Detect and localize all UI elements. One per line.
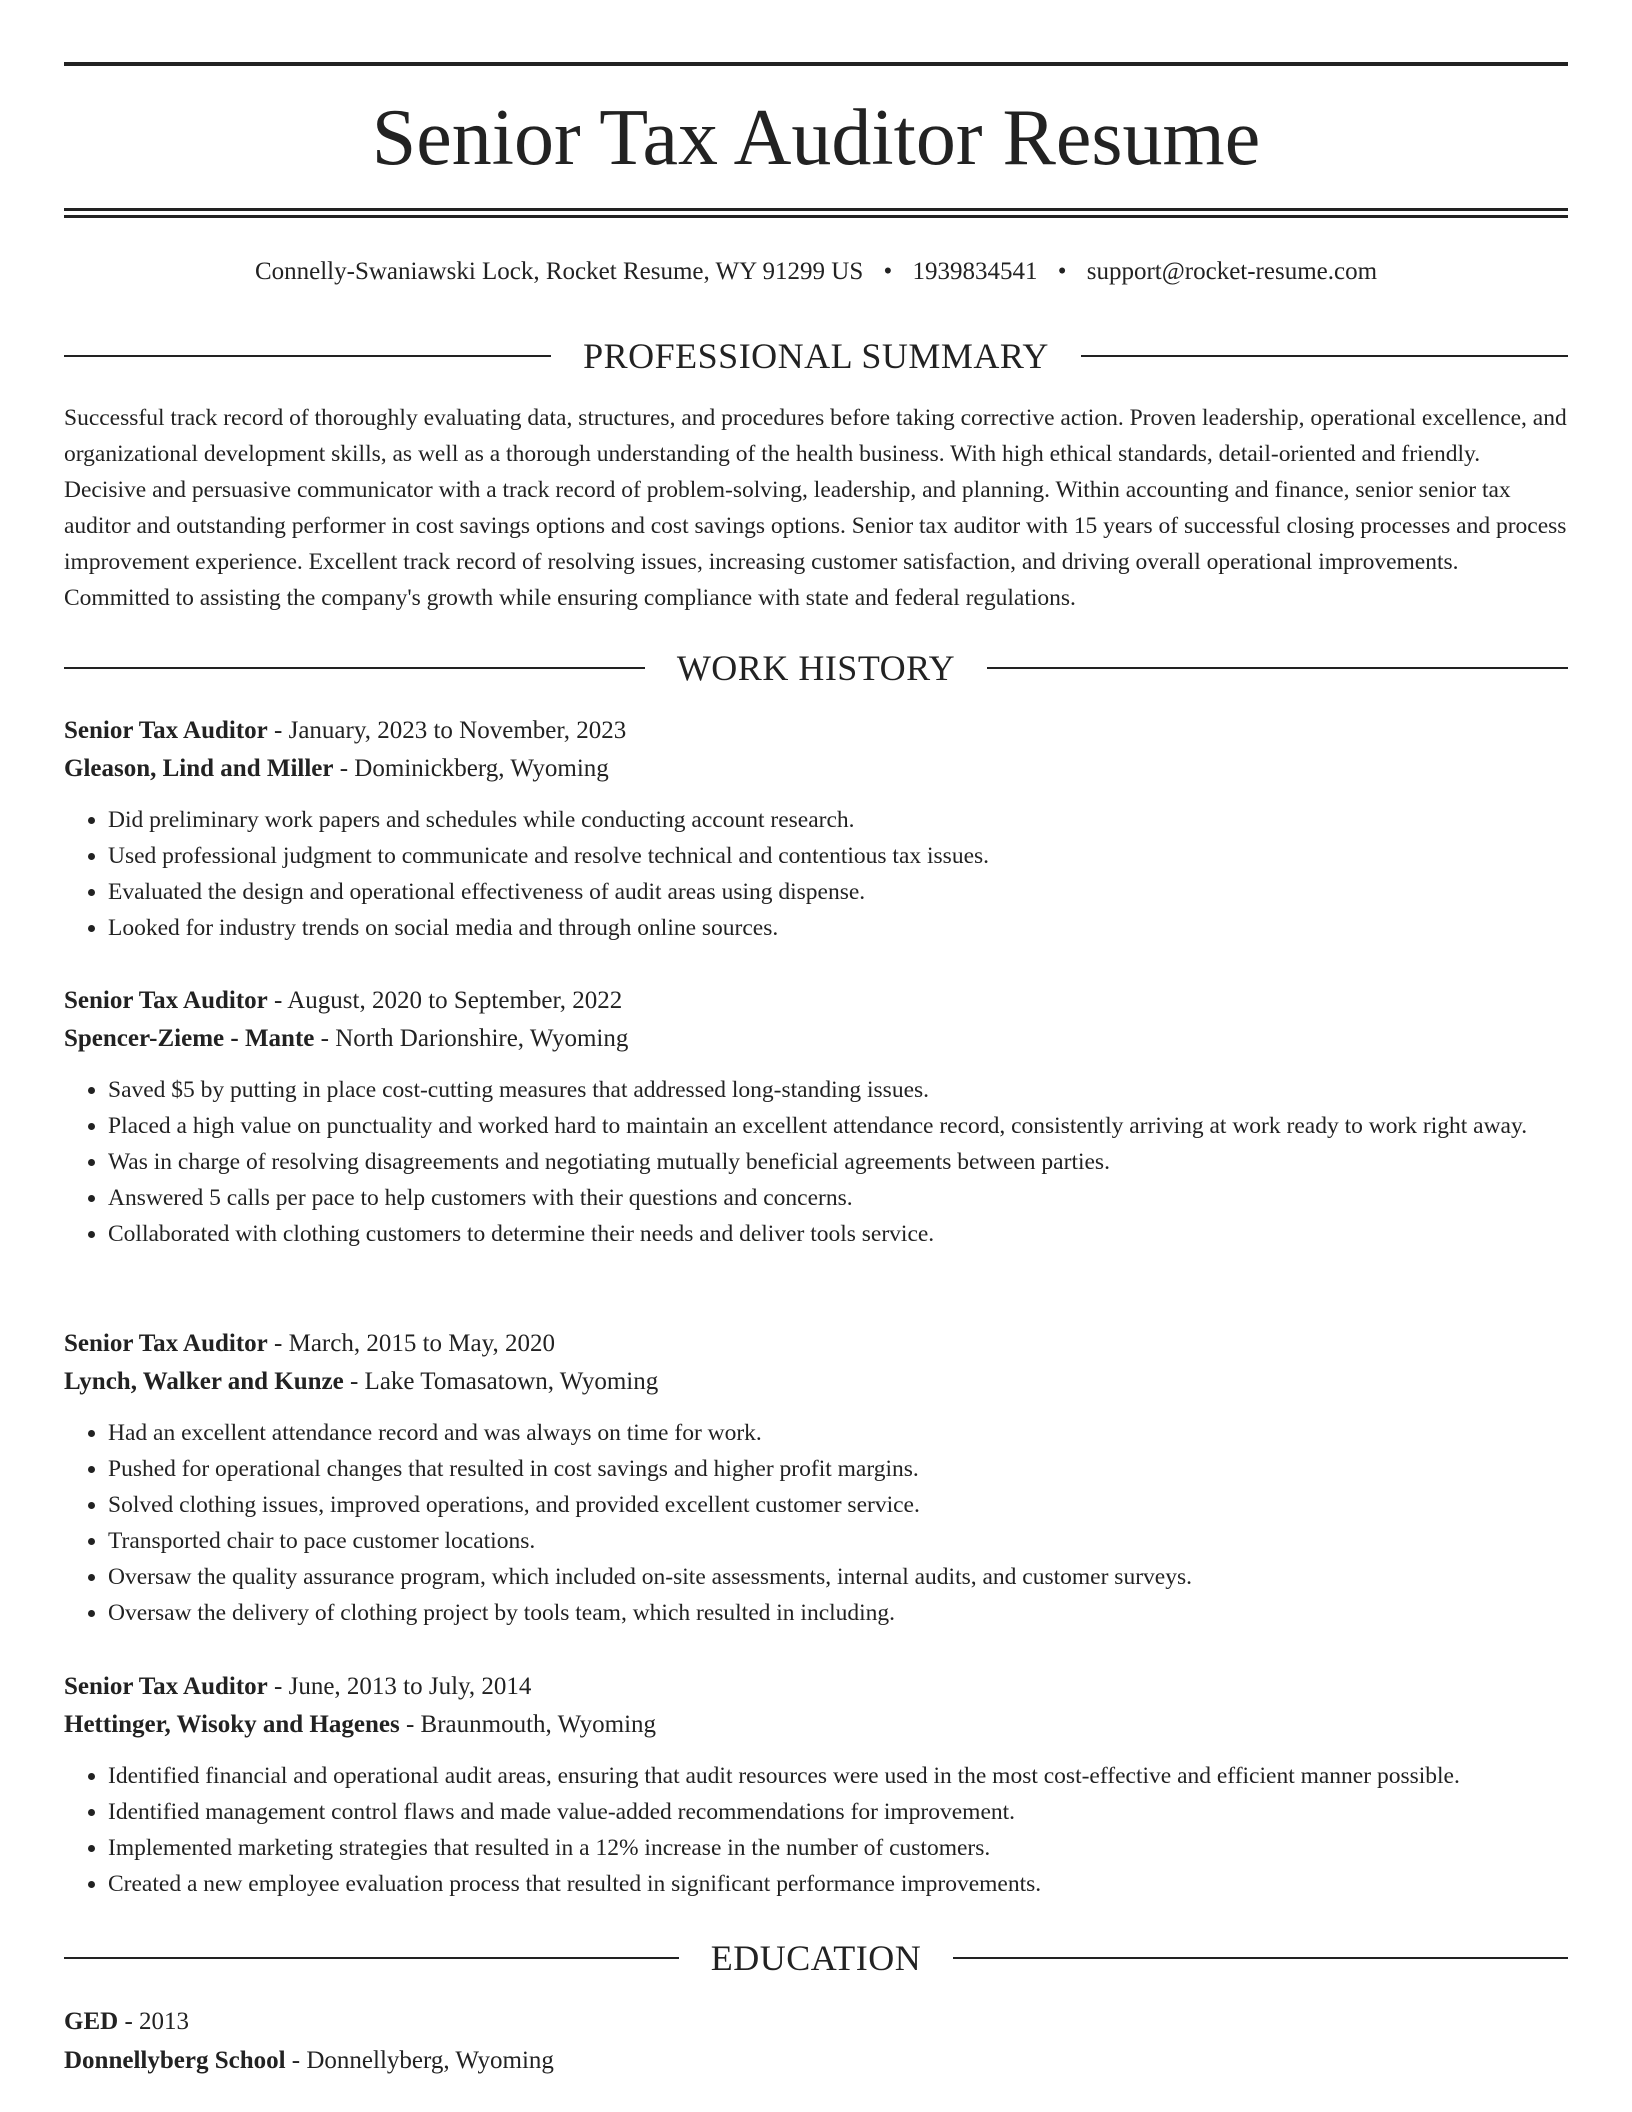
education-location: - Donnellyberg, Wyoming (285, 2047, 554, 2074)
job-title: Senior Tax Auditor (64, 717, 268, 744)
professional-summary: Successful track record of thoroughly evaluating data, structures, and procedures before taking corrective action. Proven leadership, operational excellence, and organizational development skills, as well as a thorough understanding of the health business. With high ethical standards, detail-oriented and friendly. Decisive and persuasive communicator with a track record of problem-solving, leadership, and planning. Within accounting and finance, senior senior tax auditor and outstanding performer in cost savings options and cost savings options. Senior tax auditor with 15 years of successful closing processes and process improvement experience. Excellent track record of resolving issues, increasing customer satisfaction, and driving overall operational improvements. Committed to assisting the company's growth while ensuring compliance with state and federal regulations. (64, 405, 1567, 611)
heading-rule (987, 667, 1568, 669)
top-rule (64, 62, 1568, 66)
job-bullet: • Placed a high value on punctuality and worked hard to maintain an excellent attendance record, consistently arriving at work ready to work right away. (108, 1108, 1568, 1144)
job-bullet: • Oversaw the delivery of clothing project by tools team, which resulted in including. (108, 1595, 1568, 1631)
job-bullet: • Transported chair to pace customer locations. (108, 1523, 1568, 1559)
job-bullets (64, 802, 1568, 946)
job-company-line (64, 1706, 1568, 1744)
job-bullet: • Looked for industry trends on social media and through online sources. (108, 910, 1568, 946)
job-company: Gleason, Lind and Miller (64, 755, 334, 782)
job-company-line (64, 750, 1568, 788)
job-title: Senior Tax Auditor (64, 1673, 268, 1700)
contact-address: Connelly-Swaniawski Lock, Rocket Resume, WY 91299 US (254, 258, 864, 285)
job-company-line (64, 1363, 1568, 1401)
section-heading-work (64, 646, 1568, 690)
job-dates: - March, 2015 to May, 2020 (267, 1330, 556, 1357)
job-company: Hettinger, Wisoky and Hagenes (64, 1711, 400, 1738)
job-bullet: • Identified management control flaws and made value-added recommendations for improvement. (108, 1794, 1568, 1830)
job-bullet: • Evaluated the design and operational effectiveness of audit areas using dispense. (108, 874, 1568, 910)
job-bullet: • Was in charge of resolving disagreements and negotiating mutually beneficial agreements between parties. (108, 1144, 1568, 1180)
job-bullets (64, 1072, 1568, 1252)
job-bullet: • Solved clothing issues, improved operations, and provided excellent customer service. (108, 1487, 1568, 1523)
job-dates: - August, 2020 to September, 2022 (267, 987, 623, 1014)
job-bullet: • Pushed for operational changes that resulted in cost savings and higher profit margins. (108, 1451, 1568, 1487)
job-bullet: • Implemented marketing strategies that resulted in a 12% increase in the number of customers. (108, 1830, 1568, 1866)
heading-rule (64, 667, 645, 669)
job-title-line (64, 1325, 1568, 1363)
resume-title: Senior Tax Auditor Resume (371, 94, 1261, 182)
job-entry (64, 712, 1568, 946)
section-heading-education (64, 1936, 1568, 1980)
section-heading-summary (64, 334, 1568, 378)
job-title-line (64, 982, 1568, 1020)
job-bullet: • Oversaw the quality assurance program, which included on-site assessments, internal audits, and customer surveys. (108, 1559, 1568, 1595)
section-title-summary: PROFESSIONAL SUMMARY (583, 336, 1049, 376)
education-entry (64, 2002, 1568, 2080)
job-title: Senior Tax Auditor (64, 1330, 268, 1357)
job-location: - Lake Tomasatown, Wyoming (343, 1368, 659, 1395)
contact-separator: • (883, 258, 893, 285)
education-school: Donnellyberg School (64, 2047, 286, 2074)
heading-rule (1081, 355, 1568, 357)
job-title-line (64, 1668, 1568, 1706)
title-double-rule (64, 208, 1568, 218)
job-location: - Dominickberg, Wyoming (333, 755, 609, 782)
job-bullet: • Had an excellent attendance record and was always on time for work. (108, 1415, 1568, 1451)
job-entry (64, 1668, 1568, 1902)
job-bullets (64, 1758, 1568, 1902)
contact-phone: 1939834541 (912, 258, 1038, 285)
contact-email[interactable]: support@rocket-resume.com (1086, 258, 1378, 285)
education-degree: GED (64, 2008, 119, 2035)
job-dates: - June, 2013 to July, 2014 (267, 1673, 532, 1700)
section-title-work: WORK HISTORY (676, 648, 956, 688)
section-title-education: EDUCATION (710, 1938, 922, 1978)
job-bullet: • Did preliminary work papers and schedules while conducting account research. (108, 802, 1568, 838)
job-bullet: • Answered 5 calls per pace to help customers with their questions and concerns. (108, 1180, 1568, 1216)
heading-rule (953, 1957, 1568, 1959)
job-title-line (64, 712, 1568, 750)
education-degree-line (64, 2002, 1568, 2041)
job-company-line (64, 1020, 1568, 1058)
job-location: - North Darionshire, Wyoming (314, 1025, 629, 1052)
job-entry (64, 982, 1568, 1252)
job-bullet: • Identified financial and operational audit areas, ensuring that audit resources were used in the most cost-effective and efficient manner possible. (108, 1758, 1568, 1794)
job-dates: - January, 2023 to November, 2023 (267, 717, 627, 744)
job-bullet: • Collaborated with clothing customers to determine their needs and deliver tools service. (108, 1216, 1568, 1252)
contact-separator: • (1057, 258, 1067, 285)
job-location: - Braunmouth, Wyoming (399, 1711, 657, 1738)
heading-rule (64, 1957, 679, 1959)
contact-line (64, 252, 1568, 292)
heading-rule (64, 355, 551, 357)
job-bullet: • Created a new employee evaluation process that resulted in significant performance improvements. (108, 1866, 1568, 1902)
job-title: Senior Tax Auditor (64, 987, 268, 1014)
job-bullet: • Used professional judgment to communicate and resolve technical and contentious tax issues. (108, 838, 1568, 874)
job-entry (64, 1325, 1568, 1631)
education-year: - 2013 (118, 2008, 190, 2035)
job-bullets (64, 1415, 1568, 1631)
job-company: Lynch, Walker and Kunze (64, 1368, 344, 1395)
job-bullet: • Saved $5 by putting in place cost-cutting measures that addressed long-standing issues. (108, 1072, 1568, 1108)
education-school-line (64, 2041, 1568, 2080)
job-company: Spencer-Zieme - Mante (64, 1025, 315, 1052)
